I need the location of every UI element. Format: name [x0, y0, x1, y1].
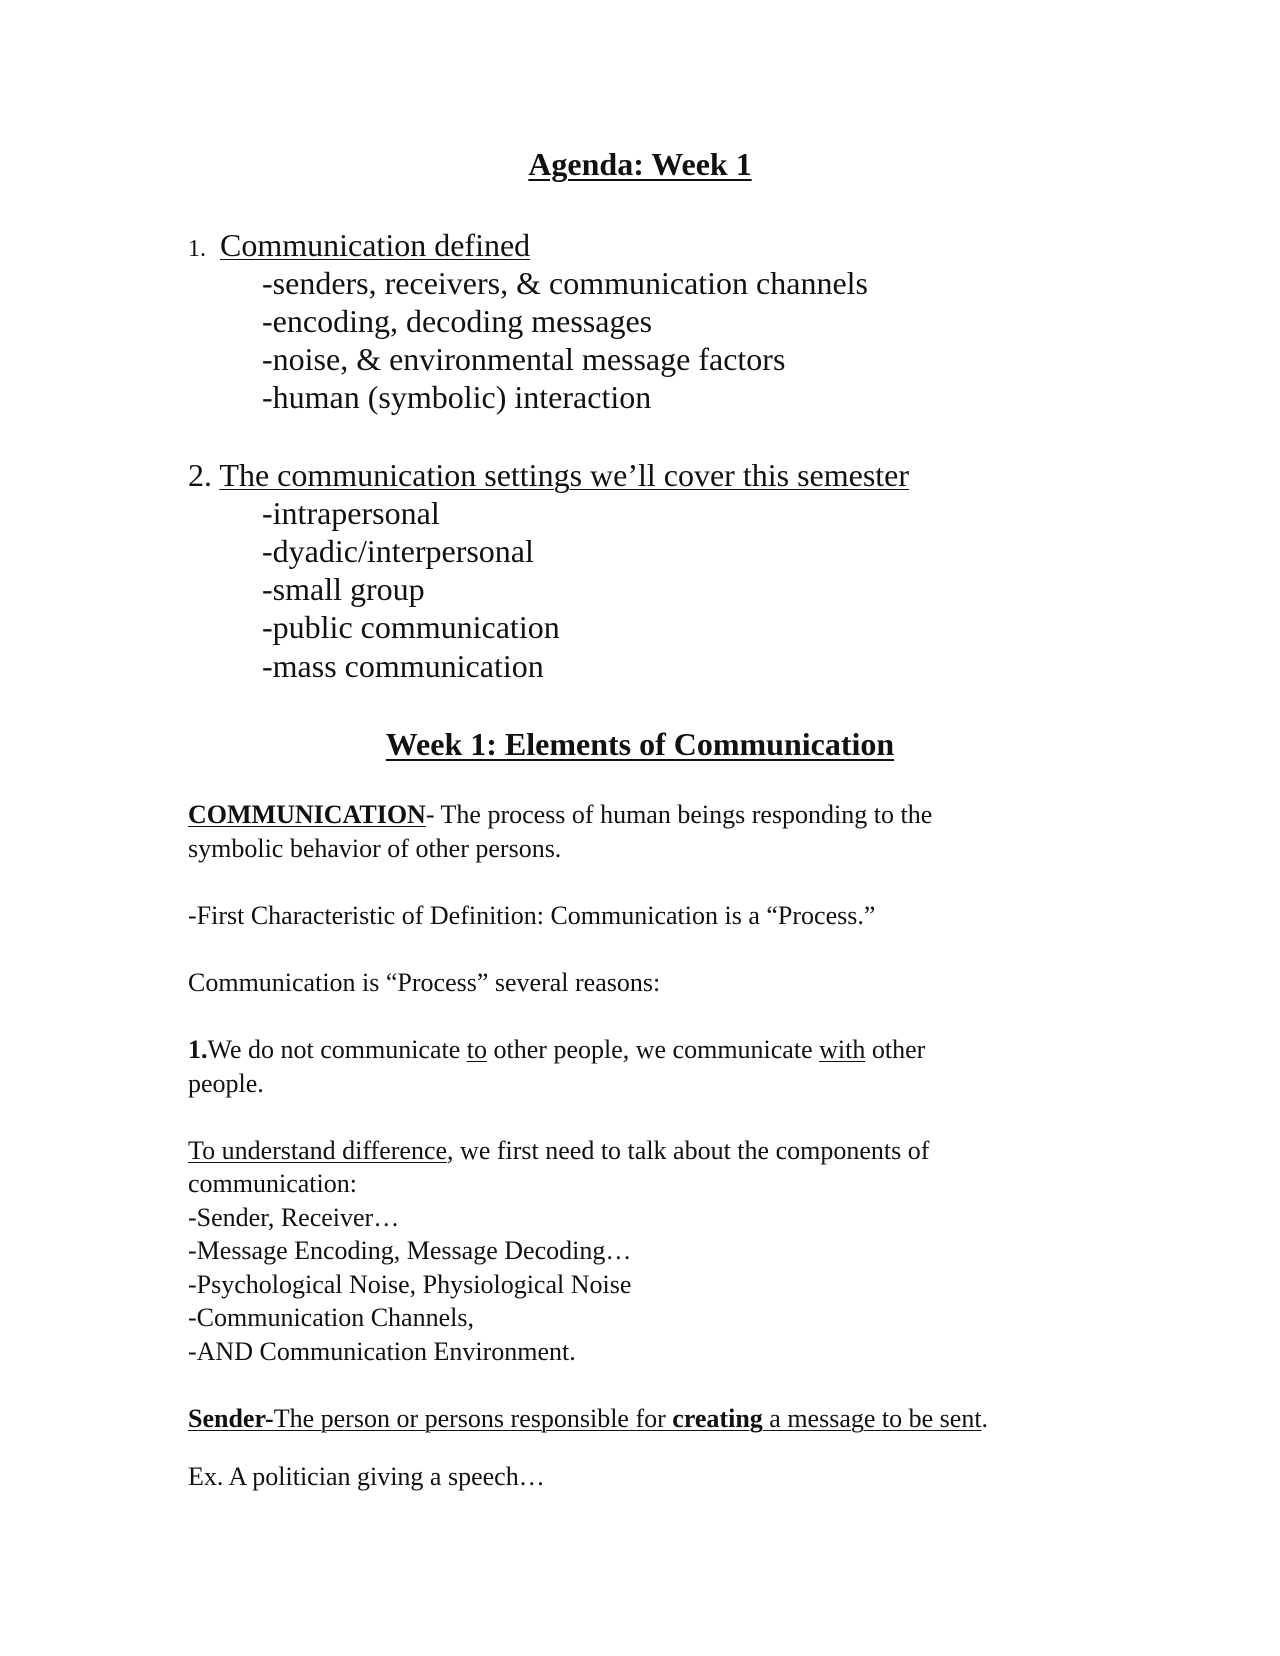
example-line: Ex. A politician giving a speech…	[188, 1462, 545, 1491]
section-title: Week 1: Elements of Communication	[385, 726, 895, 762]
agenda-item-1-heading: Communication defined	[220, 227, 531, 263]
point-1-text-c: other	[865, 1035, 926, 1064]
understand-line-1	[188, 1136, 929, 1166]
agenda-item-2	[188, 457, 909, 494]
first-characteristic: -First Characteristic of Definition: Communication is a “Process.”	[188, 901, 876, 930]
understand-line-2: communication:	[188, 1169, 357, 1198]
understand-rest: , we first need to talk about the components of	[447, 1136, 930, 1165]
point-1-line-2: people.	[188, 1069, 264, 1098]
point-1-text-b: other people, we communicate	[487, 1035, 820, 1064]
component-5: -AND Communication Environment.	[188, 1337, 576, 1366]
sender-definition	[188, 1404, 988, 1434]
agenda-item-2-sub-1: -intrapersonal	[262, 495, 440, 531]
component-2: -Message Encoding, Message Decoding…	[188, 1236, 632, 1265]
agenda-item-1-number: 1.	[188, 236, 206, 262]
component-3: -Psychological Noise, Physiological Noise	[188, 1270, 632, 1299]
sender-text-b: a message to be sent	[762, 1404, 982, 1433]
component-1: -Sender, Receiver…	[188, 1203, 400, 1232]
sender-text-a: The person or persons responsible for	[273, 1404, 673, 1433]
agenda-item-1-sub-4: -human (symbolic) interaction	[262, 379, 652, 415]
point-1-line-1	[188, 1035, 925, 1065]
agenda-item-1	[188, 227, 530, 264]
point-1-text-a: We do not communicate	[207, 1035, 467, 1064]
point-1-word-with: with	[819, 1035, 866, 1064]
agenda-item-2-sub-3: -small group	[262, 571, 425, 607]
understand-lead: To understand difference	[188, 1136, 448, 1165]
definition-line-2: symbolic behavior of other persons.	[188, 834, 562, 863]
component-4: -Communication Channels,	[188, 1303, 474, 1332]
agenda-item-2-heading: The communication settings we’ll cover this semester	[219, 457, 910, 493]
process-reasons: Communication is “Process” several reasons:	[188, 968, 661, 997]
sender-end: .	[981, 1404, 989, 1433]
sender-term: Sender-	[188, 1404, 274, 1433]
agenda-title: Agenda: Week 1	[528, 146, 752, 182]
agenda-item-1-sub-2: -encoding, decoding messages	[262, 303, 653, 339]
point-1-number: 1.	[188, 1035, 208, 1064]
definition-term: COMMUNICATION	[188, 800, 426, 829]
definition-text: - The process of human beings responding to the	[425, 800, 933, 829]
agenda-item-2-sub-2: -dyadic/interpersonal	[262, 533, 534, 569]
agenda-item-2-sub-5: -mass communication	[262, 648, 544, 684]
agenda-item-2-sub-4: -public communication	[262, 609, 560, 645]
agenda-item-1-sub-1: -senders, receivers, & communication channels	[262, 265, 868, 301]
agenda-item-1-sub-3: -noise, & environmental message factors	[262, 341, 786, 377]
point-1-word-to: to	[466, 1035, 488, 1064]
definition-line-1	[188, 800, 932, 830]
agenda-item-2-number: 2.	[188, 457, 212, 493]
sender-bold-word: creating	[672, 1404, 763, 1433]
